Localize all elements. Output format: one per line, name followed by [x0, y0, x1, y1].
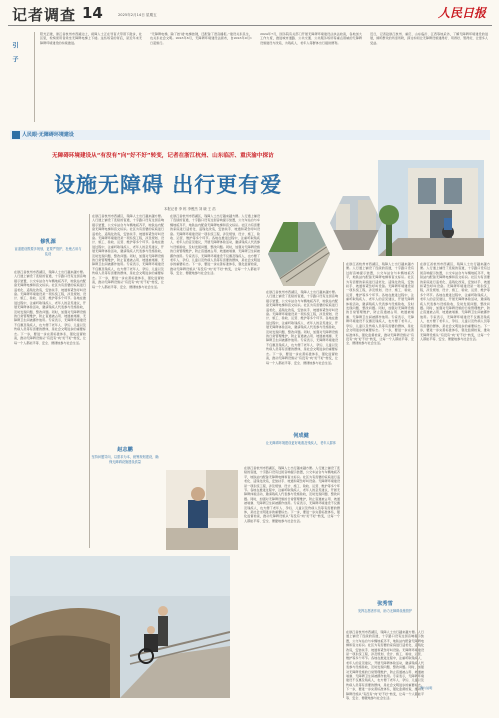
- intro-marker-text: 引子: [11, 42, 18, 70]
- intro-column-4: 近日，记者赴浙江杭州、重庆、山东临沂、江西等地采访，了解无障碍环境建设的进展，倾听群众的所需所盼，探讨如何让无障碍设施建得好、用得好、管得好，让更多人受益。: [370, 32, 488, 45]
- stairs-illustration: [268, 222, 330, 286]
- footer-label: 图片说明: [420, 686, 433, 690]
- side-head-3: [262, 432, 340, 446]
- side-head-1-name: 修乳源: [40, 239, 56, 245]
- intro-column-1: 阳光正暖，浙江省杭州市西湖边上，视障人士正在导盲犬带领下散步，社区里，轮椅使用者乘坐无障碍电梯上下楼。这些场景的背后，是近年来无障碍环境建设的持续推进。: [40, 32, 142, 45]
- side-head-4-lead: 发挥志愿者作用，助力无障碍设施管护: [357, 609, 413, 613]
- intro-column-2: “无障碍电梯，除了按‘楼’电梯按键，还配备了语音播报。”建设关系民生，也关系社会文明。2023年6月，无障碍环境建设法颁布，自2023年9月1日起施行。: [150, 32, 252, 45]
- photo-hexagon-street: [330, 196, 382, 250]
- side-head-1-lead: 盲道建设既要多规划，更要严管护，杜绝占用与乱设: [14, 247, 82, 256]
- body-column-7: 在浙江省杭州市西湖区，残障人士出行越来越方便。人行道上铺设了连续的盲道，十字路口设有过街音响提示装置，公交车站台与车辆地板齐平，地铁站内配备无障碍电梯和盲文标识。社区为有需要的家庭进行适老化、适残化改造，安装扶手、坡道和紧急呼叫设备。无障碍环境建设是一项系统工程，涉及规划、设计、施工、验收、运营、维护等多个环节。各地在推进过程中，注重听取残疾人、老年人的意见建议，开展无障碍体验活动，邀请残疾人代表参与设施验收，及时发现问题、整改问题。同时，加强对无障碍设施的日常管理维护，防止盲道被占用、坡道被堵塞、无障碍卫生间被挪作他用。专家表示，无障碍环境建设不仅惠及残疾人，也方便了老年人、孕妇、儿童以及伤病人员等有需要的群体，是社会文明进步的重要标志。下一步，要进一步完善标准体系，强化监督检查，推动无障碍设施从“有没有”向“好不好”转变，让每一个人都能平等、安全、便捷地参与社会生活。: [346, 630, 424, 700]
- page-number: 14: [82, 4, 103, 22]
- wheelchair-path-illustration: [10, 556, 230, 698]
- newspaper-logo: 人民日报: [438, 6, 487, 20]
- photo-hexagon-stairs: [268, 222, 330, 286]
- column-rule: [343, 262, 344, 698]
- side-head-2-lead: 坚持问题导向，以需求为本，统筹规划建设，确保无障碍设施建设质量: [91, 455, 159, 464]
- intro-marker: [10, 42, 30, 90]
- photo-building-ramp: [378, 160, 484, 256]
- photo-indoor-person: [166, 470, 238, 550]
- section-banner: [10, 130, 490, 140]
- side-head-3-lead: 让无障碍环境建设更好地惠及残疾人、老年人群体: [265, 441, 337, 445]
- side-head-4: [346, 600, 424, 614]
- indoor-person-illustration: [166, 470, 238, 550]
- date-line: 2025年2月14日 星期五: [118, 13, 157, 17]
- street-illustration: [330, 196, 382, 250]
- body-column-3: 在浙江省杭州市西湖区，残障人士出行越来越方便。人行道上铺设了连续的盲道，十字路口设有过街音响提示装置，公交车站台与车辆地板齐平，地铁站内配备无障碍电梯和盲文标识。社区为有需要的家庭进行适老化、适残化改造，安装扶手、坡道和紧急呼叫设备。无障碍环境建设是一项系统工程，涉及规划、设计、施工、验收、运营、维护等多个环节。各地在推进过程中，注重听取残疾人、老年人的意见建议，开展无障碍体验活动，邀请残疾人代表参与设施验收，及时发现问题、整改问题。同时，加强对无障碍设施的日常管理维护，防止盲道被占用、坡道被堵塞、无障碍卫生间被挪作他用。专家表示，无障碍环境建设不仅惠及残疾人，也方便了老年人、孕妇、儿童以及伤病人员等有需要的群体，是社会文明进步的重要标志。下一步，要进一步完善标准体系，强化监督检查，推动无障碍设施从“有没有”向“好不好”转变，让每一个人都能平等、安全、便捷地参与社会生活。: [170, 214, 260, 276]
- side-head-4-name: 张秀雪: [377, 601, 393, 607]
- banner-label: 人民眼·无障碍环境建设: [22, 132, 74, 138]
- kicker: 无障碍环境建设从“有没有”向“好不好”转变，记者在浙江杭州、山东临沂、重庆渝中探访: [52, 153, 274, 159]
- column-rule: [417, 262, 418, 698]
- body-column-1: 在浙江省杭州市西湖区，残障人士出行越来越方便。人行道上铺设了连续的盲道，十字路口设有过街音响提示装置，公交车站台与车辆地板齐平，地铁站内配备无障碍电梯和盲文标识。社区为有需要的家庭进行适老化、适残化改造，安装扶手、坡道和紧急呼叫设备。无障碍环境建设是一项系统工程，涉及规划、设计、施工、验收、运营、维护等多个环节。各地在推进过程中，注重听取残疾人、老年人的意见建议，开展无障碍体验活动，邀请残疾人代表参与设施验收，及时发现问题、整改问题。同时，加强对无障碍设施的日常管理维护，防止盲道被占用、坡道被堵塞、无障碍卫生间被挪作他用。专家表示，无障碍环境建设不仅惠及残疾人，也方便了老年人、孕妇、儿童以及伤病人员等有需要的群体，是社会文明进步的重要标志。下一步，要进一步完善标准体系，强化监督检查，推动无障碍设施从“有没有”向“好不好”转变，让每一个人都能平等、安全、便捷地参与社会生活。: [14, 270, 86, 345]
- body-column-4: 在浙江省杭州市西湖区，残障人士出行越来越方便。人行道上铺设了连续的盲道，十字路口设有过街音响提示装置，公交车站台与车辆地板齐平，地铁站内配备无障碍电梯和盲文标识。社区为有需要的家庭进行适老化、适残化改造，安装扶手、坡道和紧急呼叫设备。无障碍环境建设是一项系统工程，涉及规划、设计、施工、验收、运营、维护等多个环节。各地在推进过程中，注重听取残疾人、老年人的意见建议，开展无障碍体验活动，邀请残疾人代表参与设施验收，及时发现问题、整改问题。同时，加强对无障碍设施的日常管理维护，防止盲道被占用、坡道被堵塞、无障碍卫生间被挪作他用。专家表示，无障碍环境建设不仅惠及残疾人，也方便了老年人、孕妇、儿童以及伤病人员等有需要的群体，是社会文明进步的重要标志。下一步，要进一步完善标准体系，强化监督检查，推动无障碍设施从“有没有”向“好不好”转变，让每一个人都能平等、安全、便捷地参与社会生活。: [266, 290, 338, 365]
- headline: 设施无障碍 出行更有爱: [54, 173, 283, 197]
- intro-divider: [34, 32, 35, 122]
- header-rule: [8, 25, 492, 26]
- body-column-8: 在浙江省杭州市西湖区，残障人士出行越来越方便。人行道上铺设了连续的盲道，十字路口设有过街音响提示装置，公交车站台与车辆地板齐平，地铁站内配备无障碍电梯和盲文标识。社区为有需要的家庭进行适老化、适残化改造，安装扶手、坡道和紧急呼叫设备。无障碍环境建设是一项系统工程，涉及规划、设计、施工、验收、运营、维护等多个环节。各地在推进过程中，注重听取残疾人、老年人的意见建议，开展无障碍体验活动，邀请残疾人代表参与设施验收，及时发现问题、整改问题。同时，加强对无障碍设施的日常管理维护，防止盲道被占用、坡道被堵塞、无障碍卫生间被挪作他用。专家表示，无障碍环境建设不仅惠及残疾人，也方便了老年人、孕妇、儿童以及伤病人员等有需要的群体，是社会文明进步的重要标志。下一步，要进一步完善标准体系，强化监督检查，推动无障碍设施从“有没有”向“好不好”转变，让每一个人都能平等、安全、便捷地参与社会生活。: [420, 262, 490, 341]
- column-rule: [89, 214, 90, 548]
- side-head-3-name: 何成健: [293, 433, 309, 439]
- photo-wheelchair-path: [10, 556, 230, 698]
- side-head-2: [90, 446, 160, 464]
- body-column-2: 在浙江省杭州市西湖区，残障人士出行越来越方便。人行道上铺设了连续的盲道，十字路口设有过街音响提示装置，公交车站台与车辆地板齐平，地铁站内配备无障碍电梯和盲文标识。社区为有需要的家庭进行适老化、适残化改造，安装扶手、坡道和紧急呼叫设备。无障碍环境建设是一项系统工程，涉及规划、设计、施工、验收、运营、维护等多个环节。各地在推进过程中，注重听取残疾人、老年人的意见建议，开展无障碍体验活动，邀请残疾人代表参与设施验收，及时发现问题、整改问题。同时，加强对无障碍设施的日常管理维护，防止盲道被占用、坡道被堵塞、无障碍卫生间被挪作他用。专家表示，无障碍环境建设不仅惠及残疾人，也方便了老年人、孕妇、儿童以及伤病人员等有需要的群体，是社会文明进步的重要标志。下一步，要进一步完善标准体系，强化监督检查，推动无障碍设施从“有没有”向“好不好”转变，让每一个人都能平等、安全、便捷地参与社会生活。: [92, 214, 164, 289]
- section-title: 记者调查: [12, 6, 77, 24]
- body-column-6: 在浙江省杭州市西湖区，残障人士出行越来越方便。人行道上铺设了连续的盲道，十字路口设有过街音响提示装置，公交车站台与车辆地板齐平，地铁站内配备无障碍电梯和盲文标识。社区为有需要的家庭进行适老化、适残化改造，安装扶手、坡道和紧急呼叫设备。无障碍环境建设是一项系统工程，涉及规划、设计、施工、验收、运营、维护等多个环节。各地在推进过程中，注重听取残疾人、老年人的意见建议，开展无障碍体验活动，邀请残疾人代表参与设施验收，及时发现问题、整改问题。同时，加强对无障碍设施的日常管理维护，防止盲道被占用、坡道被堵塞、无障碍卫生间被挪作他用。专家表示，无障碍环境建设不仅惠及残疾人，也方便了老年人、孕妇、儿童以及伤病人员等有需要的群体，是社会文明进步的重要标志。下一步，要进一步完善标准体系，强化监督检查，推动无障碍设施从“有没有”向“好不好”转变，让每一个人都能平等、安全、便捷地参与社会生活。: [346, 262, 414, 346]
- building-ramp-illustration: [378, 160, 484, 256]
- body-column-5: 在浙江省杭州市西湖区，残障人士出行越来越方便。人行道上铺设了连续的盲道，十字路口设有过街音响提示装置，公交车站台与车辆地板齐平，地铁站内配备无障碍电梯和盲文标识。社区为有需要的家庭进行适老化、适残化改造，安装扶手、坡道和紧急呼叫设备。无障碍环境建设是一项系统工程，涉及规划、设计、施工、验收、运营、维护等多个环节。各地在推进过程中，注重听取残疾人、老年人的意见建议，开展无障碍体验活动，邀请残疾人代表参与设施验收，及时发现问题、整改问题。同时，加强对无障碍设施的日常管理维护，防止盲道被占用、坡道被堵塞、无障碍卫生间被挪作他用。专家表示，无障碍环境建设不仅惠及残疾人，也方便了老年人、孕妇、儿童以及伤病人员等有需要的群体，是社会文明进步的重要标志。下一步，要进一步完善标准体系，强化监督检查，推动无障碍设施从“有没有”向“好不好”转变，让每一个人都能平等、安全、便捷地参与社会生活。: [244, 466, 340, 523]
- byline: 本报记者 李 栋 李俊杰 刘 晓 王 浩: [164, 207, 216, 211]
- side-head-1: [14, 238, 82, 256]
- side-head-2-name: 赵志鹏: [117, 447, 133, 453]
- intro-column-3: 2024年7月，国务院有关部门开展无障碍环境建设法执法检查，各地加大工作力度，推进城市道路、公共交通、公共服务场所等重点领域的无障碍设施建设与改造，为残疾人、老年人等群体出行提供便利。: [260, 32, 362, 45]
- banner-square-icon: [12, 131, 20, 139]
